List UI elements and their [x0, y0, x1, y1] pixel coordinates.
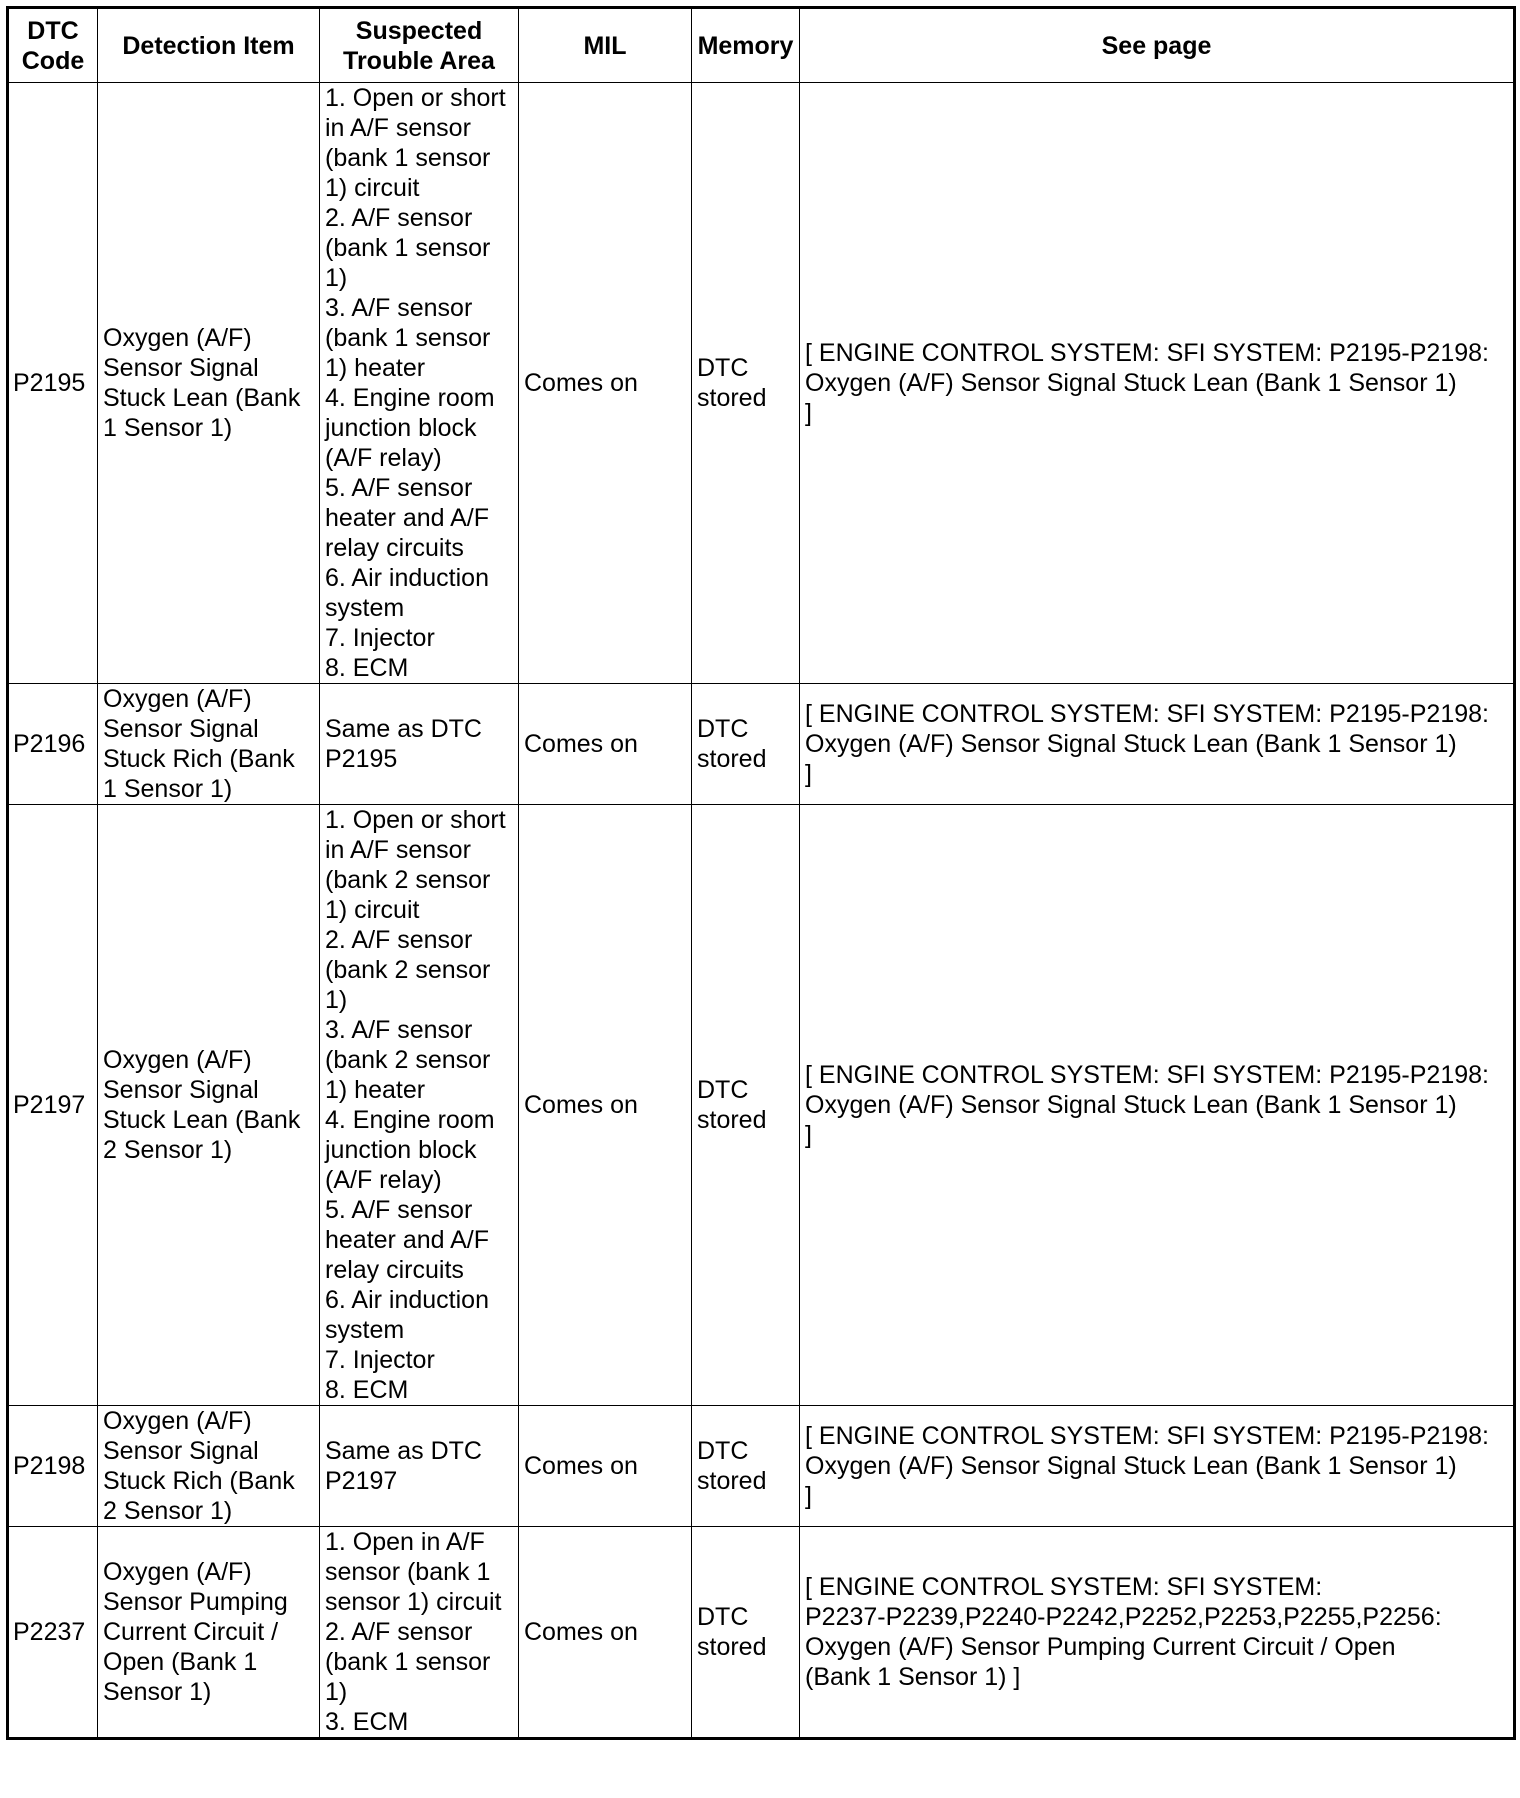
see-page-link[interactable]: [ ENGINE CONTROL SYSTEM: SFI SYSTEM: P2195-P2198: Oxygen (A/F) Sensor Signal Stuck Lean (Bank 1 Sensor 1) ] [800, 1406, 1515, 1527]
table-row [8, 1527, 1515, 1739]
table-row [8, 805, 1515, 1406]
dtc-table [6, 6, 1516, 1740]
dtc-code-cell: P2237 [8, 1527, 98, 1739]
dtc-code-cell: P2195 [8, 83, 98, 684]
header-detection-item: Detection Item [98, 8, 320, 83]
mil-cell: Comes on [519, 83, 692, 684]
header-row [8, 8, 1515, 83]
detection-item-cell: Oxygen (A/F) Sensor Signal Stuck Rich (Bank 1 Sensor 1) [98, 684, 320, 805]
header-memory: Memory [692, 8, 800, 83]
see-page-link[interactable]: [ ENGINE CONTROL SYSTEM: SFI SYSTEM: P2237-P2239,P2240-P2242,P2252,P2253,P2255,P2256: Oxygen (A/F) Sensor Pumping Current Circuit / Open (Bank 1 Sensor 1) ] [800, 1527, 1515, 1739]
see-page-link[interactable]: [ ENGINE CONTROL SYSTEM: SFI SYSTEM: P2195-P2198: Oxygen (A/F) Sensor Signal Stuck Lean (Bank 1 Sensor 1) ] [800, 83, 1515, 684]
header-dtc-code: DTC Code [8, 8, 98, 83]
memory-cell: DTC stored [692, 83, 800, 684]
memory-cell: DTC stored [692, 684, 800, 805]
trouble-area-cell: 1. Open or short in A/F sensor (bank 2 sensor 1) circuit 2. A/F sensor (bank 2 sensor 1) 3. A/F sensor (bank 2 sensor 1) heater 4. Engine room junction block (A/F relay) 5. A/F sensor heater and A/F relay circuits 6. Air induction system 7. Injector 8. ECM [320, 805, 519, 1406]
trouble-area-cell: Same as DTC P2197 [320, 1406, 519, 1527]
header-see-page: See page [800, 8, 1515, 83]
memory-cell: DTC stored [692, 1406, 800, 1527]
memory-cell: DTC stored [692, 1527, 800, 1739]
table-row [8, 83, 1515, 684]
trouble-area-cell: Same as DTC P2195 [320, 684, 519, 805]
detection-item-cell: Oxygen (A/F) Sensor Signal Stuck Lean (Bank 1 Sensor 1) [98, 83, 320, 684]
trouble-area-cell: 1. Open in A/F sensor (bank 1 sensor 1) circuit 2. A/F sensor (bank 1 sensor 1) 3. ECM [320, 1527, 519, 1739]
mil-cell: Comes on [519, 684, 692, 805]
header-suspected-trouble-area: Suspected Trouble Area [320, 8, 519, 83]
mil-cell: Comes on [519, 805, 692, 1406]
trouble-area-cell: 1. Open or short in A/F sensor (bank 1 sensor 1) circuit 2. A/F sensor (bank 1 sensor 1) 3. A/F sensor (bank 1 sensor 1) heater 4. Engine room junction block (A/F relay) 5. A/F sensor heater and A/F relay circuits 6. Air induction system 7. Injector 8. ECM [320, 83, 519, 684]
mil-cell: Comes on [519, 1406, 692, 1527]
detection-item-cell: Oxygen (A/F) Sensor Signal Stuck Lean (Bank 2 Sensor 1) [98, 805, 320, 1406]
dtc-code-cell: P2197 [8, 805, 98, 1406]
memory-cell: DTC stored [692, 805, 800, 1406]
table-row [8, 684, 1515, 805]
see-page-link[interactable]: [ ENGINE CONTROL SYSTEM: SFI SYSTEM: P2195-P2198: Oxygen (A/F) Sensor Signal Stuck Lean (Bank 1 Sensor 1) ] [800, 684, 1515, 805]
dtc-code-cell: P2196 [8, 684, 98, 805]
see-page-link[interactable]: [ ENGINE CONTROL SYSTEM: SFI SYSTEM: P2195-P2198: Oxygen (A/F) Sensor Signal Stuck Lean (Bank 1 Sensor 1) ] [800, 805, 1515, 1406]
table-row [8, 1406, 1515, 1527]
mil-cell: Comes on [519, 1527, 692, 1739]
dtc-code-cell: P2198 [8, 1406, 98, 1527]
header-mil: MIL [519, 8, 692, 83]
detection-item-cell: Oxygen (A/F) Sensor Pumping Current Circuit / Open (Bank 1 Sensor 1) [98, 1527, 320, 1739]
detection-item-cell: Oxygen (A/F) Sensor Signal Stuck Rich (Bank 2 Sensor 1) [98, 1406, 320, 1527]
